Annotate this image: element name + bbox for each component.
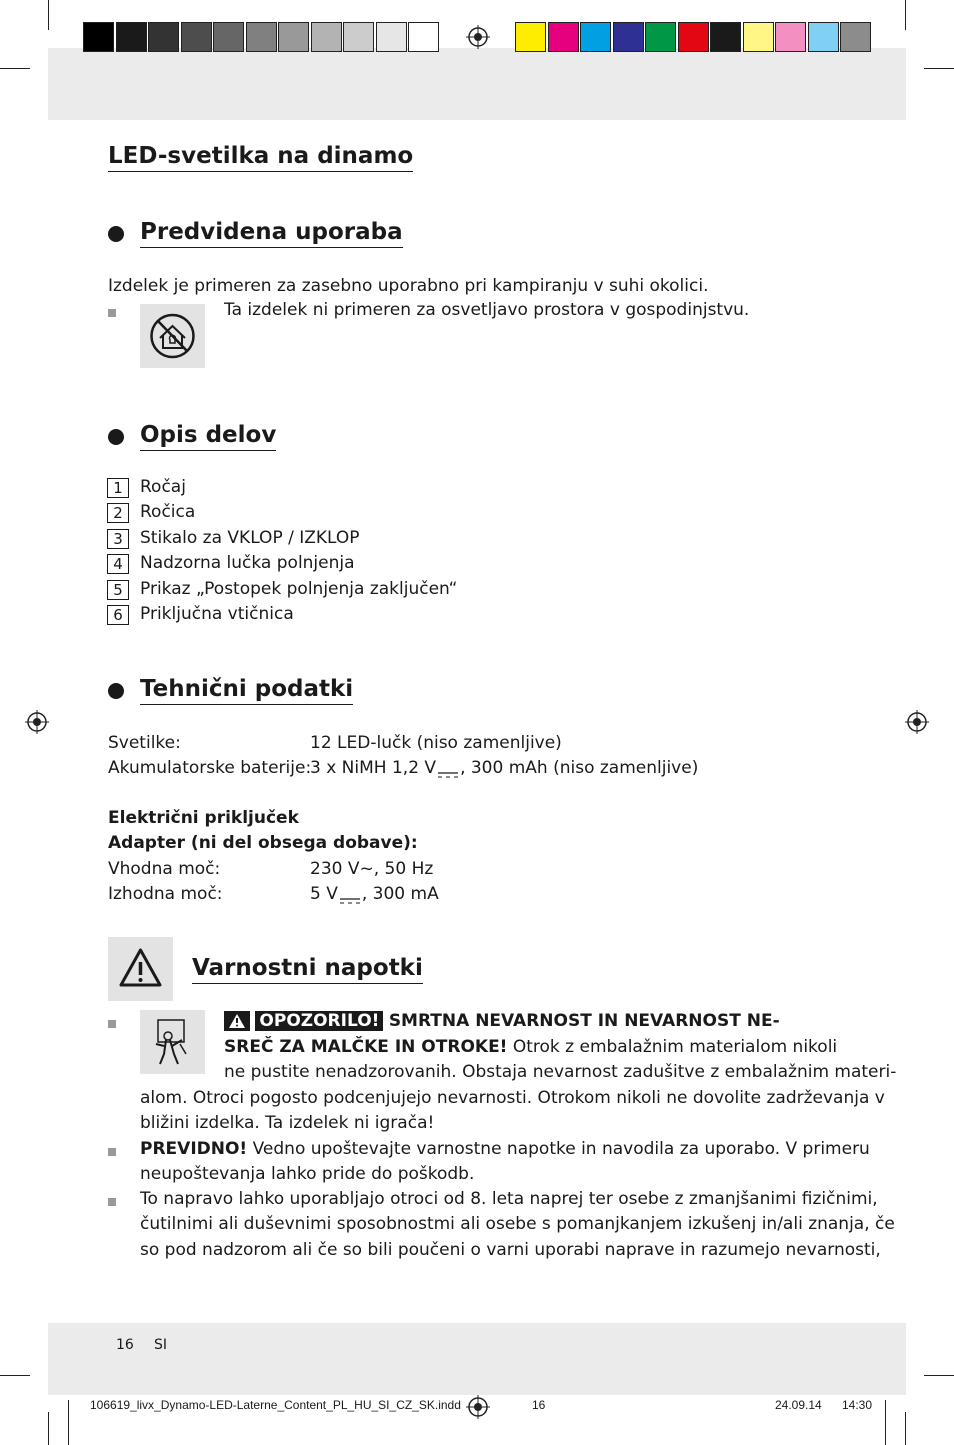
gray-swatch: [116, 22, 147, 52]
color-swatch: [515, 22, 546, 52]
list-bullet: [108, 1198, 116, 1206]
spec-label-battery: Akumulatorske baterije:: [108, 758, 312, 778]
spec-label-output: Izhodna moč:: [108, 884, 223, 904]
color-swatch: [580, 22, 611, 52]
part-label: Ročaj: [140, 477, 186, 497]
dc-symbol-icon: [437, 763, 459, 773]
color-swatch: [710, 22, 741, 52]
part-label: Stikalo za VKLOP / IZKLOP: [140, 527, 360, 548]
section-heading-tech: Tehnični podatki: [140, 676, 353, 705]
spec-label-input: Vhodna moč:: [108, 859, 221, 879]
elec-heading: Električni priključek: [108, 808, 299, 828]
registration-mark-icon: [466, 1395, 490, 1419]
adapter-heading: Adapter (ni del obsega dobave):: [108, 833, 418, 853]
gray-swatch: [343, 22, 374, 52]
part-number: 3: [107, 529, 129, 549]
spec-value-lamps: 12 LED-lučk (niso zamenljive): [310, 733, 562, 753]
caution-line-1: PREVIDNO! Vedno upoštevajte varnostne napotke in navodila za uporabo. V primeru: [140, 1139, 870, 1159]
warning-line-5: bližini izdelka. Ta izdelek ni igrača!: [140, 1113, 435, 1133]
list-bullet: [108, 1148, 116, 1156]
part-label: Prikaz „Postopek polnjenja zaključen“: [140, 578, 458, 599]
section-heading-usage: Predvidena uporaba: [140, 219, 403, 248]
crop-mark: [885, 1400, 886, 1445]
children-line-1: To napravo lahko uporabljajo otroci od 8. leta naprej ter osebe z zmanjšanimi fizičnimi,: [140, 1189, 878, 1209]
section-heading-safety: Varnostni napotki: [192, 955, 423, 984]
section-bullet: [108, 226, 124, 242]
registration-mark-icon: [25, 710, 49, 734]
list-bullet: [108, 1020, 116, 1028]
gray-swatch: [408, 22, 439, 52]
warning-label: OPOZORILO!: [255, 1011, 383, 1031]
section-bullet: [108, 683, 124, 699]
spec-label-lamps: Svetilke:: [108, 733, 181, 753]
caution-line-2: neupoštevanja lahko pride do poškodb.: [140, 1164, 475, 1184]
gray-swatch: [246, 22, 277, 52]
color-swatch: [613, 22, 644, 52]
warning-small-triangle-icon: [224, 1011, 250, 1031]
child-packaging-icon: [140, 1010, 205, 1074]
usage-text: Izdelek je primeren za zasebno uporabno pri kampiranju v suhi okolici.: [108, 276, 709, 296]
spec-value-input: 230 V~, 50 Hz: [310, 859, 434, 879]
dc-symbol-icon: [339, 889, 361, 899]
crop-mark: [924, 68, 954, 69]
part-number: 2: [107, 503, 129, 523]
spec-value-battery: 3 x NiMH 1,2 V , 300 mAh (niso zamenljive): [310, 758, 699, 778]
page-language: SI: [154, 1337, 168, 1353]
color-swatch: [678, 22, 709, 52]
warning-line-4: alom. Otroci pogosto podcenjujejo nevarnosti. Otrokom nikoli ne dovolite zadrževanja v: [140, 1088, 885, 1108]
part-label: Ročica: [140, 502, 196, 523]
crop-mark: [68, 1400, 69, 1445]
color-swatch: [808, 22, 839, 52]
color-swatch: [840, 22, 871, 52]
no-household-icon: [140, 304, 205, 368]
crop-mark: [48, 0, 49, 30]
footer-band: [48, 1323, 906, 1395]
children-line-3: so pod nadzorom ali če so bili poučeni o varni uporabi naprave in razumejo nevarnosti,: [140, 1240, 881, 1260]
list-bullet: [108, 309, 116, 317]
page-number: 16: [116, 1337, 134, 1353]
section-heading-parts: Opis delov: [140, 422, 276, 451]
crop-mark: [48, 1412, 49, 1445]
spec-value-output: 5 V , 300 mA: [310, 884, 439, 904]
color-swatch: [548, 22, 579, 52]
warning-line-3: ne pustite nenadzorovanih. Obstaja nevarnost zadušitve z embalažnim materi-: [224, 1062, 897, 1082]
crop-mark: [905, 0, 906, 30]
color-swatch: [743, 22, 774, 52]
gray-swatch: [181, 22, 212, 52]
registration-mark-icon: [905, 710, 929, 734]
usage-note: Ta izdelek ni primeren za osvetljavo prostora v gospodinjstvu.: [224, 300, 750, 320]
children-line-2: čutilnimi ali duševnimi sposobnostmi ali osebe s pomanjkanjem izkušenj in/ali znanja, če: [140, 1214, 895, 1234]
gray-swatch: [311, 22, 342, 52]
print-page: 16: [532, 1398, 546, 1412]
part-number: 5: [107, 580, 129, 600]
section-bullet: [108, 429, 124, 445]
color-swatch: [645, 22, 676, 52]
part-number: 1: [107, 478, 129, 498]
crop-mark: [924, 1375, 954, 1376]
warning-line-2: SREČ ZA MALČKE IN OTROKE! Otrok z embalažnim materialom nikoli: [224, 1037, 838, 1057]
warning-triangle-icon: [108, 937, 173, 1001]
crop-mark: [0, 68, 30, 69]
gray-swatch: [278, 22, 309, 52]
crop-mark: [0, 1375, 30, 1376]
gray-swatch: [213, 22, 244, 52]
gray-swatch: [376, 22, 407, 52]
part-label: Priključna vtičnica: [140, 604, 294, 624]
crop-mark: [905, 1412, 906, 1445]
gray-swatch: [83, 22, 114, 52]
print-date: 24.09.14: [775, 1398, 822, 1412]
part-label: Nadzorna lučka polnjenja: [140, 553, 355, 574]
print-time: 14:30: [842, 1398, 873, 1412]
page-title: LED-svetilka na dinamo: [108, 143, 413, 172]
warning-line-1: OPOZORILO! SMRTNA NEVARNOST IN NEVARNOST NE-: [224, 1009, 780, 1034]
part-number: 6: [107, 605, 129, 625]
registration-mark-icon: [466, 25, 490, 49]
header-band: [48, 48, 906, 120]
gray-swatch: [148, 22, 179, 52]
color-swatch: [775, 22, 806, 52]
part-number: 4: [107, 554, 129, 574]
print-file-name: 106619_livx_Dynamo-LED-Laterne_Content_PL_HU_SI_CZ_SK.indd: [90, 1398, 461, 1412]
